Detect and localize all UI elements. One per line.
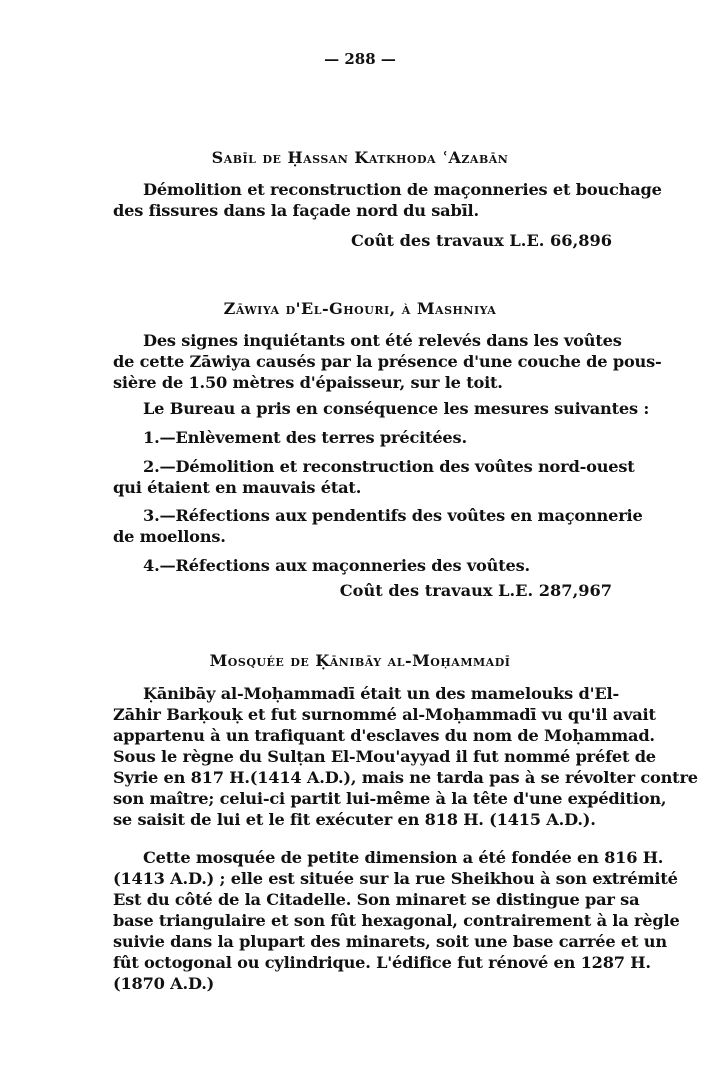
text-line: (1870 A.D.) bbox=[113, 974, 215, 993]
text-line: 2.—Démolition et reconstruction des voûtes nord-ouest bbox=[143, 457, 635, 476]
paragraph bbox=[113, 505, 643, 547]
text-line: suivie dans la plupart des minarets, soit une base carrée et un bbox=[113, 932, 667, 951]
text-line: 3.—Réfections aux pendentifs des voûtes en maçonnerie bbox=[143, 506, 643, 525]
text-line: de cette Zāwiya causés par la présence d'une couche de pous- bbox=[113, 352, 662, 371]
paragraph bbox=[113, 330, 662, 393]
section-heading: Sabīl de Ḥassan Katkhoda ʿAzabān bbox=[211, 148, 509, 167]
paragraph bbox=[113, 398, 650, 419]
section-heading: Mosquée de Ḳānibāy al-Moḥammadī bbox=[209, 651, 511, 670]
paragraph bbox=[113, 847, 680, 994]
page-number: — 288 — bbox=[324, 50, 396, 68]
paragraph bbox=[113, 179, 662, 221]
text-line: Est du côté de la Citadelle. Son minaret se distingue par sa bbox=[113, 890, 640, 909]
text-line: (1413 A.D.) ; elle est située sur la rue Sheikhou à son extrémité bbox=[113, 869, 678, 888]
text-line: Syrie en 817 H.(1414 A.D.), mais ne tarda pas à se révolter contre bbox=[113, 768, 698, 787]
text-line: des fissures dans la façade nord du sabīl. bbox=[113, 201, 479, 220]
text-line: de moellons. bbox=[113, 527, 226, 546]
text-line: Ḳānibāy al-Moḥammadī était un des mamelouks d'El- bbox=[143, 684, 619, 703]
text-line: Zāhir Barḳouḳ et fut surnommé al-Moḥammadī vu qu'il avait bbox=[113, 705, 656, 724]
text-line: appartenu à un trafiquant d'esclaves du nom de Moḥammad. bbox=[113, 726, 655, 745]
text-line: Démolition et reconstruction de maçonneries et bouchage bbox=[143, 180, 662, 199]
paragraph bbox=[113, 555, 613, 576]
text-line: Des signes inquiétants ont été relevés dans les voûtes bbox=[143, 331, 622, 350]
text-line: fût octogonal ou cylindrique. L'édifice fut rénové en 1287 H. bbox=[113, 953, 651, 972]
cost-line: Coût des travaux L.E. 66,896 bbox=[351, 231, 612, 250]
paragraph bbox=[113, 683, 698, 830]
text-line: Cette mosquée de petite dimension a été fondée en 816 H. bbox=[143, 848, 664, 867]
cost-line: Coût des travaux L.E. 287,967 bbox=[339, 581, 612, 600]
section-heading: Zāwiya d'El-Ghouri, à Mashniya bbox=[223, 299, 497, 318]
text-line: se saisit de lui et le fit exécuter en 818 H. (1415 A.D.). bbox=[113, 810, 596, 829]
text-line: Sous le règne du Sulṭan El-Mou'ayyad il fut nommé préfet de bbox=[113, 747, 656, 766]
paragraph bbox=[113, 456, 635, 498]
text-line: qui étaient en mauvais état. bbox=[113, 478, 362, 497]
paragraph bbox=[113, 427, 613, 448]
text-line: sière de 1.50 mètres d'épaisseur, sur le toit. bbox=[113, 373, 503, 392]
text-line: 4.—Réfections aux maçonneries des voûtes. bbox=[143, 556, 530, 575]
text-line: Le Bureau a pris en conséquence les mesures suivantes : bbox=[143, 399, 650, 418]
text-line: 1.—Enlèvement des terres précitées. bbox=[143, 428, 467, 447]
text-line: son maître; celui-ci partit lui-même à la tête d'une expédition, bbox=[113, 789, 667, 808]
text-line: base triangulaire et son fût hexagonal, contrairement à la règle bbox=[113, 911, 680, 930]
